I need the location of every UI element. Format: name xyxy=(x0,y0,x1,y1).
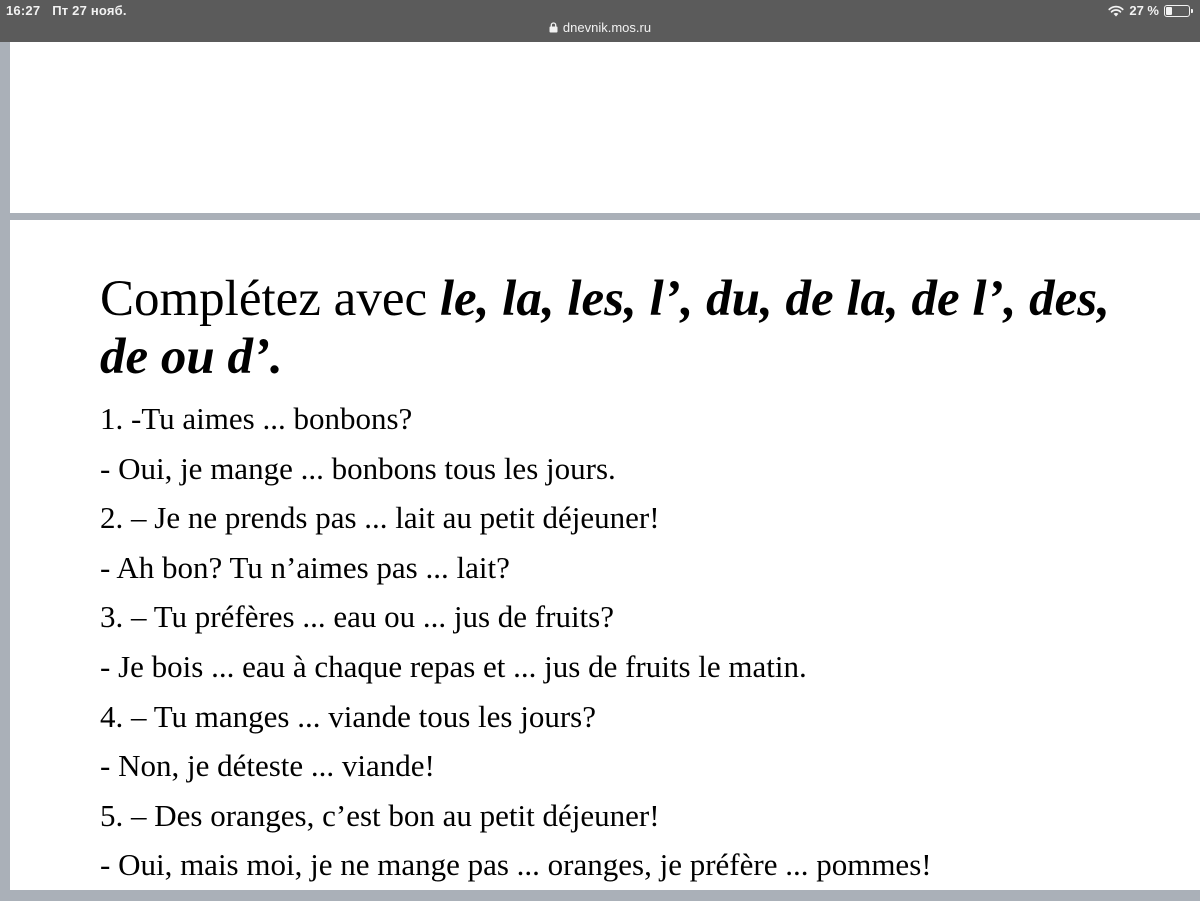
address-bar[interactable] xyxy=(0,20,1200,35)
title-bold: le, la, les, l’, du, de la, de l’, des, de ou d’. xyxy=(100,271,1110,385)
status-date: Пт 27 нояб. xyxy=(52,3,127,18)
status-right xyxy=(1108,3,1190,18)
exercise-line: - Ah bon? Tu n’aimes pas ... lait? xyxy=(100,549,510,585)
status-time: 16:27 xyxy=(6,3,41,18)
exercise-line: 2. – Je ne prends pas ... lait au petit déjeuner! xyxy=(100,500,660,536)
battery-icon xyxy=(1164,5,1190,17)
exercise-line: - Je bois ... eau à chaque repas et ... jus de fruits le matin. xyxy=(100,648,807,684)
exercise-line: 3. – Tu préfères ... eau ou ... jus de fruits? xyxy=(100,599,614,635)
exercise-line: 4. – Tu manges ... viande tous les jours? xyxy=(100,698,596,734)
document-viewer[interactable] xyxy=(0,42,1200,901)
exercise-line: 1. -Tu aimes ... bonbons? xyxy=(100,401,413,436)
page-gap xyxy=(0,890,1200,901)
exercise-content xyxy=(100,270,1140,890)
exercise-line: - Oui, mais moi, je ne mange pas ... oranges, je préfère ... pommes! xyxy=(100,847,932,883)
exercise-line: - Oui, je mange ... bonbons tous les jours. xyxy=(100,450,616,486)
url-text: dnevnik.mos.ru xyxy=(562,20,652,35)
status-left xyxy=(6,3,127,18)
exercise-line: - Non, je déteste ... viande! xyxy=(100,748,435,784)
battery-fill xyxy=(1166,7,1172,15)
exercise-title xyxy=(100,270,1140,386)
status-bar xyxy=(0,0,1200,42)
title-regular: Complétez avec xyxy=(100,271,440,327)
lock-icon xyxy=(549,22,558,33)
wifi-icon xyxy=(1108,5,1124,17)
exercise-line: 5. – Des oranges, c’est bon au petit déjeuner! xyxy=(100,797,660,833)
previous-page xyxy=(10,42,1200,213)
battery-percent: 27 % xyxy=(1129,3,1159,18)
document-page xyxy=(10,220,1200,890)
exercise-lines xyxy=(100,394,1140,890)
